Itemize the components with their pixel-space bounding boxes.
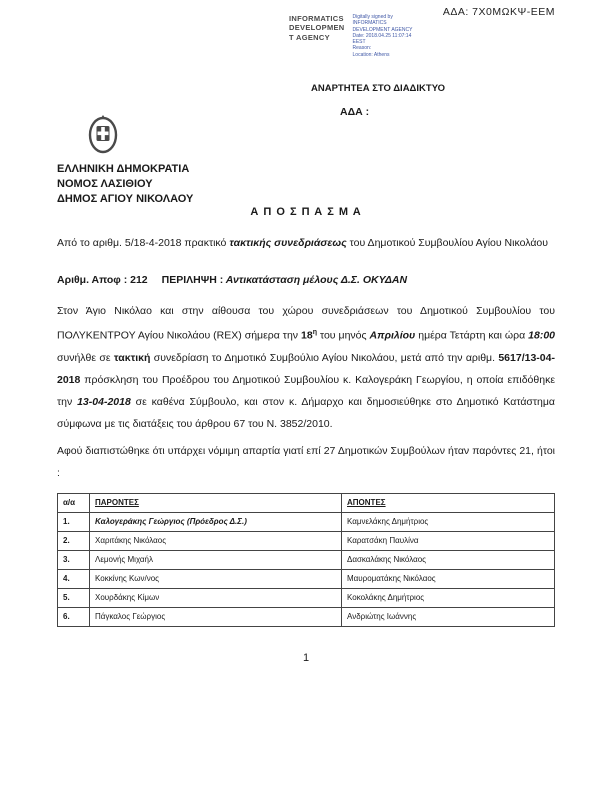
document-body bbox=[57, 231, 555, 627]
row-index: 5. bbox=[58, 588, 90, 607]
absent-member: Δασκαλάκης Νικόλαος bbox=[342, 550, 555, 569]
signature-detail-line: Location: Athens bbox=[352, 51, 390, 58]
summary-text: Αντικατάσταση μέλους Δ.Σ. ΟΚΥΔΑΝ bbox=[223, 274, 408, 286]
table-header-row bbox=[58, 493, 555, 512]
text-run: 13-04-2018 bbox=[77, 395, 131, 408]
text-run: σε καθένα Σύμβουλο, και στον κ. Δήμαρχο και δημοσιεύθηκε στο Δημοτικό Κατάστημα σύμφωνα με τις διατάξεις του άρθρου 67 του Ν. 3852/2010. bbox=[57, 395, 555, 430]
document-title: Α Π Ο Σ Π Α Σ Μ Α bbox=[250, 206, 362, 218]
intro-paragraph bbox=[57, 231, 555, 256]
org-line-municipality: ΔΗΜΟΣ ΑΓΙΟΥ ΝΙΚΟΛΑΟΥ bbox=[57, 193, 194, 205]
decision-subject-line bbox=[57, 269, 555, 291]
row-index: 1. bbox=[58, 512, 90, 531]
org-line-republic: ΕΛΛΗΝΙΚΗ ΔΗΜΟΚΡΑΤΙΑ bbox=[57, 163, 190, 175]
signature-details bbox=[353, 14, 413, 58]
text-run: συνεδρίαση το Δημοτικό Συμβούλιο Αγίου Νικολάου, μετά από την αριθμ. bbox=[150, 351, 499, 364]
text-run: ημέρα Τετάρτη και ώρα bbox=[415, 329, 529, 342]
summary-label: ΠΕΡΙΛΗΨΗ : bbox=[161, 274, 224, 286]
signature-detail-line: INFORMATICS bbox=[352, 20, 387, 27]
text-run: του μηνός bbox=[317, 329, 370, 342]
session-paragraph bbox=[57, 300, 555, 435]
text-run: συνήλθε σε bbox=[57, 351, 114, 364]
publish-note: ΑΝΑΡΤΗΤΕΑ ΣΤΟ ΔΙΑΔΙΚΤΥΟ bbox=[311, 83, 446, 94]
signature-detail-line: Digitally signed by bbox=[352, 14, 393, 20]
text-run: 18:00 bbox=[528, 329, 556, 342]
row-index: 2. bbox=[58, 531, 90, 550]
ada-code: ΑΔΑ: 7Χ0ΜΩΚΨ-ΕΕΜ bbox=[442, 6, 555, 18]
signature-detail-line: Date: 2018.04.25 11:07:14 bbox=[352, 32, 412, 39]
table-row bbox=[58, 550, 555, 569]
quorum-paragraph: Αφού διαπιστώθηκε ότι υπάρχει νόμιμη απαρτία γιατί επί 27 Δημοτικών Συμβούλων ήταν παρόντες 21, ήτοι : bbox=[57, 444, 555, 479]
present-member: Χουρδάκης Κίμων bbox=[90, 588, 342, 607]
text-run: πρόσκληση του Προέδρου του Δημοτικού Συμβουλίου κ. Καλογεράκη Γεωργίου, η οποία επιδόθηκε την bbox=[57, 373, 555, 408]
attendance-table bbox=[57, 493, 555, 627]
text-run: τακτικής συνεδριάσεως bbox=[229, 237, 347, 249]
organization-block bbox=[57, 162, 193, 207]
ada-label: ΑΔΑ : bbox=[340, 106, 370, 118]
signature-detail-line: DEVELOPMENT AGENCY bbox=[352, 26, 413, 33]
signature-detail-line: Reason: bbox=[352, 45, 372, 52]
signature-agency-line: INFORMATICS bbox=[289, 14, 344, 23]
decision-number: Αριθμ. Αποφ : 212 bbox=[57, 274, 148, 286]
table-row bbox=[58, 569, 555, 588]
present-member: Καλογεράκης Γεώργιος (Πρόεδρος Δ.Σ.) bbox=[90, 512, 342, 531]
present-member: Κοκκίνης Κων/νος bbox=[90, 569, 342, 588]
signature-detail-line: EEST bbox=[352, 39, 366, 45]
present-member: Χαριτάκης Νικόλαος bbox=[90, 531, 342, 550]
signature-agency-name bbox=[289, 14, 345, 42]
digital-signature-stamp bbox=[289, 14, 412, 58]
table-header-present: ΠΑΡΟΝΤΕΣ bbox=[90, 493, 342, 512]
text-run: 18 bbox=[301, 329, 313, 342]
row-index: 3. bbox=[58, 550, 90, 569]
absent-member: Ανδριώτης Ιωάννης bbox=[342, 607, 555, 626]
present-member: Πάγκαλος Γεώργιος bbox=[90, 607, 342, 626]
row-index: 4. bbox=[58, 569, 90, 588]
text-run: η bbox=[312, 329, 317, 336]
text-run: Στον Άγιο Νικόλαο και στην αίθουσα του χώρου συνεδριάσεων του Δημοτικού Συμβουλίου του ΠΟΛΥΚΕΝΤΡΟΥ Αγίου Νικολάου (REX) σήμερα την bbox=[57, 305, 555, 342]
page-number: 1 bbox=[302, 652, 310, 664]
row-index: 6. bbox=[58, 607, 90, 626]
text-run: του Δημοτικού Συμβουλίου Αγίου Νικολάου bbox=[346, 237, 548, 249]
absent-member: Καμνελάκης Δημήτριος bbox=[342, 512, 555, 531]
absent-member: Καρατσάκη Παυλίνα bbox=[342, 531, 555, 550]
signature-agency-line: T AGENCY bbox=[289, 32, 330, 42]
present-member: Λεμονής Μιχαήλ bbox=[90, 550, 342, 569]
table-row bbox=[58, 607, 555, 626]
text-run: Από το αριθμ. 5/18-4-2018 πρακτικό bbox=[57, 237, 230, 249]
org-line-prefecture: ΝΟΜΟΣ ΛΑΣΙΘΙΟΥ bbox=[57, 178, 153, 190]
text-run: 5617/13-04-2018 bbox=[57, 351, 555, 386]
text-run: τακτική bbox=[113, 351, 151, 364]
table-header-index: α/α bbox=[58, 493, 90, 512]
absent-member: Κοκολάκης Δημήτριος bbox=[342, 588, 555, 607]
signature-agency-line: DEVELOPMEN bbox=[289, 23, 345, 33]
absent-member: Μαυροματάκης Νικόλαος bbox=[342, 569, 555, 588]
table-header-absent: ΑΠΟΝΤΕΣ bbox=[342, 493, 555, 512]
table-row bbox=[58, 512, 555, 531]
table-row bbox=[58, 588, 555, 607]
table-row bbox=[58, 531, 555, 550]
greek-national-emblem-icon bbox=[84, 112, 122, 156]
text-run: Απριλίου bbox=[369, 329, 416, 342]
